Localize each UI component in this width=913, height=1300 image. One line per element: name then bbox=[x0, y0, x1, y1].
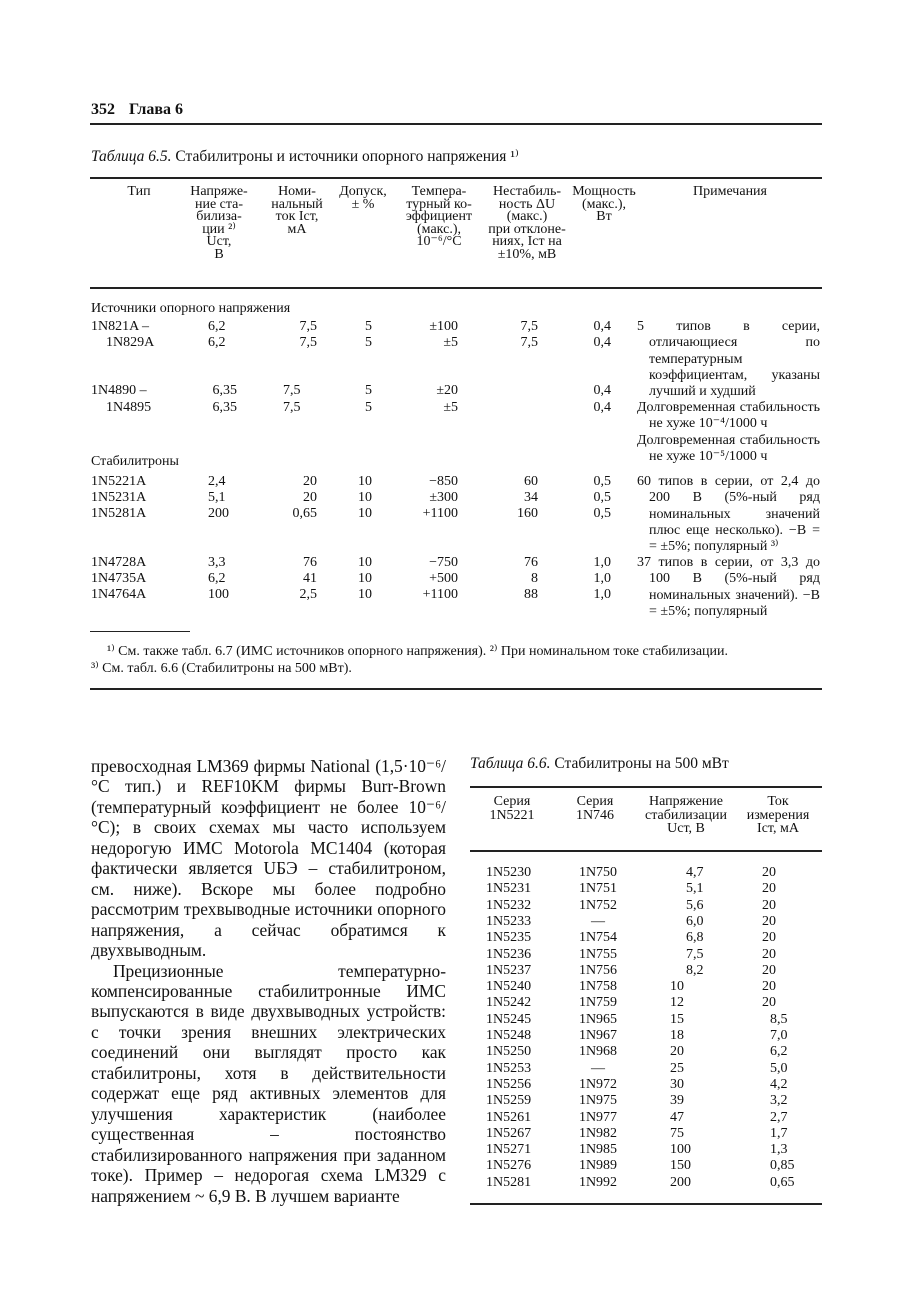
cell-series-1n5221: 1N5256 bbox=[486, 1076, 532, 1092]
cell-instability: 60 bbox=[524, 474, 538, 489]
cell-tolerance: 10 bbox=[358, 490, 372, 505]
cell-type: 1N5231A bbox=[91, 490, 147, 505]
cell-temp-coeff: +1100 bbox=[422, 587, 458, 602]
cell-voltage: 200 bbox=[208, 506, 229, 521]
cell-series-1n5221: 1N5276 bbox=[486, 1158, 532, 1174]
cell-tolerance: 5 bbox=[365, 335, 372, 350]
cell-current: 20 bbox=[762, 979, 776, 995]
paragraph: Прецизионные температурно-компенсированные стабилитронные ИМС выпускаются в виде двухвыводных устройств: с точки зрения внешних электрических соединений они выглядят просто как стабилитроны, хотя в действительности содержат еще ряд активных элементов для улучшения характеристик (наиболее существенная – постоянство стабилизированного напряжения при заданном токе). Пример – недорогая схема LM329 с напряжением ~ 6,9 В. В лучшем варианте bbox=[91, 960, 446, 1206]
cell-series-1n5221: 1N5253 bbox=[486, 1060, 532, 1076]
cell-voltage: 5,1 bbox=[208, 490, 226, 505]
cell-series-1n5221: 1N5248 bbox=[486, 1028, 532, 1043]
cell-power: 0,4 bbox=[593, 319, 611, 334]
table-top-rule bbox=[90, 177, 822, 179]
cell-type: 1N5281A bbox=[91, 506, 147, 521]
cell-voltage: 200 bbox=[670, 1174, 691, 1190]
table-6-6-header-rule bbox=[470, 850, 822, 852]
column-header: Номи- нальный ток Iст, мА bbox=[271, 184, 323, 237]
footnote-rule bbox=[90, 631, 190, 632]
cell-temp-coeff: +500 bbox=[429, 571, 458, 586]
cell-voltage: 100 bbox=[208, 587, 229, 602]
cell-current: 7,5 bbox=[283, 400, 301, 415]
cell-voltage: 18 bbox=[670, 1028, 684, 1043]
footnote-1-2: ¹⁾ См. также табл. 6.7 (ИМС источников опорного напряжения). ²⁾ При номинальном токе стабилизации. bbox=[107, 644, 729, 659]
cell-current: 20 bbox=[762, 865, 776, 880]
cell-power: 1,0 bbox=[593, 571, 611, 586]
cell-voltage: 3,3 bbox=[208, 555, 226, 570]
table-row bbox=[0, 400, 620, 416]
cell-tolerance: 10 bbox=[358, 587, 372, 602]
cell-series-1n5221: 1N5250 bbox=[486, 1044, 532, 1060]
note-cell bbox=[637, 400, 820, 433]
cell-power: 1,0 bbox=[593, 555, 611, 570]
cell-series-1n5221: 1N5261 bbox=[486, 1109, 532, 1125]
cell-temp-coeff: ±20 bbox=[436, 383, 458, 398]
column-header: Допуск, ± % bbox=[339, 184, 387, 212]
cell-series-1n746: 1N992 bbox=[578, 1174, 618, 1190]
column-header: Серия 1N5221 bbox=[489, 794, 535, 823]
note-text: Долговременная стабильность не хуже 10⁻⁴/1000 ч bbox=[637, 400, 820, 432]
cell-voltage: 100 bbox=[670, 1142, 691, 1158]
table-row bbox=[0, 1158, 913, 1174]
cell-voltage: 30 bbox=[670, 1076, 684, 1092]
table-row bbox=[0, 1093, 913, 1109]
column-header: Примечания bbox=[692, 184, 767, 199]
column-header: Нестабиль- ность ΔU (макс.) при отклоне- ниях, Iст на ±10%, мВ bbox=[488, 184, 566, 262]
cell-series-1n746: 1N758 bbox=[578, 979, 618, 995]
cell-series-1n746: 1N752 bbox=[578, 897, 618, 913]
cell-series-1n746: 1N975 bbox=[578, 1093, 618, 1109]
paragraph: превосходная LM369 фирмы National (1,5·10⁻⁶/°С тип.) и REF10KM фирмы Burr-Brown (температурный коэффициент не более 10⁻⁶/°С); в своих схемах мы часто используем недорогую ИМС Motorola MC1404 (которая фактически является UБЭ – стабилитроном, см. ниже). Вскоре мы более подробно рассмотрим трехвыводные источники опорного напряжения, а сейчас обратимся к двухвыводным. bbox=[91, 756, 446, 961]
cell-series-1n746: 1N756 bbox=[578, 962, 618, 978]
cell-series-1n5221: 1N5281 bbox=[486, 1174, 532, 1190]
cell-current: 8,5 bbox=[770, 1011, 788, 1027]
cell-voltage: 6,0 bbox=[686, 913, 704, 929]
cell-current: 20 bbox=[303, 490, 317, 505]
cell-current: 0,65 bbox=[292, 506, 317, 521]
cell-series-1n746: 1N977 bbox=[578, 1109, 618, 1125]
cell-series-1n5221: 1N5267 bbox=[486, 1125, 532, 1141]
cell-current: 20 bbox=[762, 995, 776, 1011]
cell-series-1n746: 1N967 bbox=[578, 1028, 618, 1043]
cell-current: 5,0 bbox=[770, 1060, 788, 1076]
cell-current: 20 bbox=[762, 913, 776, 929]
cell-type: 1N4735A bbox=[91, 571, 147, 586]
column-header: Серия 1N746 bbox=[575, 794, 615, 823]
cell-current: 0,85 bbox=[770, 1158, 795, 1174]
page-number: 352 bbox=[91, 101, 115, 118]
cell-tolerance: 10 bbox=[358, 555, 372, 570]
caption-label: Таблица 6.6. bbox=[470, 755, 551, 772]
cell-series-1n746: 1N972 bbox=[578, 1076, 618, 1092]
cell-current: 6,2 bbox=[770, 1044, 788, 1060]
cell-current: 20 bbox=[762, 930, 776, 946]
running-head bbox=[91, 101, 197, 119]
cell-current: 20 bbox=[762, 897, 776, 913]
table-row bbox=[0, 1077, 913, 1093]
section-heading: Источники опорного напряжения bbox=[91, 301, 291, 316]
cell-tolerance: 10 bbox=[358, 506, 372, 521]
table-row bbox=[0, 474, 620, 490]
cell-current: 7,5 bbox=[299, 319, 317, 334]
table-bottom-rule bbox=[90, 688, 822, 690]
cell-series-1n5221: 1N5240 bbox=[486, 979, 532, 995]
cell-voltage: 10 bbox=[670, 979, 684, 995]
cell-series-1n5221: 1N5235 bbox=[486, 930, 532, 946]
cell-temp-coeff: ±5 bbox=[443, 335, 458, 350]
cell-type: 1N821A – bbox=[91, 319, 149, 334]
cell-series-1n5221: 1N5245 bbox=[486, 1011, 532, 1027]
cell-power: 0,4 bbox=[593, 335, 611, 350]
cell-series-1n5221: 1N5232 bbox=[486, 897, 532, 913]
table-row bbox=[0, 1142, 913, 1158]
table-row bbox=[0, 555, 620, 571]
cell-temp-coeff: −850 bbox=[429, 474, 458, 489]
cell-series-1n5221: 1N5231 bbox=[486, 881, 532, 897]
caption-text: Стабилитроны и источники опорного напряжения ¹⁾ bbox=[175, 148, 519, 165]
cell-power: 0,5 bbox=[593, 474, 611, 489]
cell-series-1n5221: 1N5233 bbox=[486, 913, 532, 929]
cell-tolerance: 10 bbox=[358, 474, 372, 489]
cell-voltage: 6,8 bbox=[686, 930, 704, 946]
cell-series-1n746: 1N982 bbox=[578, 1125, 618, 1141]
cell-current: 2,7 bbox=[770, 1109, 788, 1125]
cell-power: 1,0 bbox=[593, 587, 611, 602]
table-header-rule bbox=[90, 287, 822, 289]
cell-type: 1N4728A bbox=[91, 555, 147, 570]
cell-voltage: 2,4 bbox=[208, 474, 226, 489]
cell-series-1n5221: 1N5242 bbox=[486, 995, 532, 1011]
cell-tolerance: 10 bbox=[358, 571, 372, 586]
table-row bbox=[0, 1044, 913, 1060]
table-row bbox=[0, 947, 913, 963]
cell-power: 0,4 bbox=[593, 400, 611, 415]
cell-current: 4,2 bbox=[770, 1076, 788, 1092]
cell-voltage: 75 bbox=[670, 1125, 684, 1141]
column-header: Мощность (макс.), Вт bbox=[572, 184, 636, 225]
column-header: Тип bbox=[127, 184, 151, 199]
cell-instability: 76 bbox=[524, 555, 538, 570]
cell-current: 7,5 bbox=[283, 383, 301, 398]
cell-voltage: 12 bbox=[670, 995, 684, 1011]
note-cell bbox=[637, 555, 820, 620]
footnotes bbox=[91, 643, 822, 677]
cell-voltage: 5,1 bbox=[686, 881, 704, 897]
table-row bbox=[0, 1126, 913, 1142]
table-row bbox=[0, 587, 620, 603]
cell-current: 20 bbox=[762, 881, 776, 897]
cell-current: 2,5 bbox=[299, 587, 317, 602]
table-row bbox=[0, 383, 620, 399]
cell-series-1n746: 1N755 bbox=[578, 946, 618, 962]
cell-instability: 7,5 bbox=[520, 319, 538, 334]
table-row bbox=[0, 930, 913, 946]
footnote-3: ³⁾ См. табл. 6.6 (Стабилитроны на 500 мВт). bbox=[91, 661, 352, 676]
cell-current: 41 bbox=[303, 571, 317, 586]
cell-current: 7,5 bbox=[299, 335, 317, 350]
table-row bbox=[0, 914, 913, 930]
table-row bbox=[0, 506, 620, 522]
cell-power: 0,5 bbox=[593, 506, 611, 521]
note-cell bbox=[637, 433, 820, 466]
table-row bbox=[0, 898, 913, 914]
header-rule bbox=[90, 123, 822, 125]
cell-temp-coeff: ±100 bbox=[429, 319, 458, 334]
table-row bbox=[0, 1028, 913, 1044]
cell-series-1n746: 1N751 bbox=[578, 881, 618, 897]
section-heading: Стабилитроны bbox=[91, 454, 179, 469]
cell-series-1n746: 1N754 bbox=[578, 930, 618, 946]
cell-power: 0,4 bbox=[593, 383, 611, 398]
cell-voltage: 6,35 bbox=[212, 400, 237, 415]
table-row bbox=[0, 490, 620, 506]
cell-instability: 34 bbox=[524, 490, 538, 505]
cell-series-1n746: — bbox=[591, 1060, 605, 1076]
cell-current: 20 bbox=[303, 474, 317, 489]
cell-current: 76 bbox=[303, 555, 317, 570]
table-6-6-bottom-rule bbox=[470, 1203, 822, 1205]
table-row bbox=[0, 881, 913, 897]
cell-current: 1,7 bbox=[770, 1125, 788, 1141]
cell-tolerance: 5 bbox=[365, 400, 372, 415]
cell-temp-coeff: ±300 bbox=[429, 490, 458, 505]
cell-tolerance: 5 bbox=[365, 383, 372, 398]
cell-series-1n746: 1N759 bbox=[578, 995, 618, 1011]
cell-instability: 8 bbox=[531, 571, 538, 586]
table-row bbox=[0, 1061, 913, 1077]
cell-voltage: 20 bbox=[670, 1044, 684, 1060]
note-cell bbox=[637, 319, 820, 400]
cell-type: 1N4895 bbox=[106, 400, 152, 415]
column-header: Напряже- ние ста- билиза- ции ²⁾ Uст, В bbox=[190, 184, 248, 262]
cell-voltage: 39 bbox=[670, 1093, 684, 1109]
cell-current: 3,2 bbox=[770, 1093, 788, 1109]
cell-instability: 160 bbox=[517, 506, 538, 521]
column-header: Напряжение стабилизации Uст, В bbox=[644, 794, 728, 836]
table-row bbox=[0, 319, 620, 335]
cell-tolerance: 5 bbox=[365, 319, 372, 334]
cell-voltage: 15 bbox=[670, 1011, 684, 1027]
cell-current: 7,0 bbox=[770, 1028, 788, 1043]
cell-instability: 7,5 bbox=[520, 335, 538, 350]
cell-series-1n746: 1N965 bbox=[578, 1011, 618, 1027]
cell-series-1n746: 1N989 bbox=[578, 1158, 618, 1174]
caption-text: Стабилитроны на 500 мВт bbox=[554, 755, 729, 772]
table-row bbox=[0, 979, 913, 995]
table-row bbox=[0, 865, 913, 881]
table-row bbox=[0, 335, 620, 351]
cell-current: 0,65 bbox=[770, 1174, 795, 1190]
note-cell bbox=[637, 474, 820, 555]
cell-series-1n746: 1N985 bbox=[578, 1142, 618, 1158]
cell-voltage: 25 bbox=[670, 1060, 684, 1076]
column-header: Темпера- турный ко- эффициент (макс.), 10⁻⁶/°С bbox=[405, 184, 473, 250]
cell-current: 20 bbox=[762, 962, 776, 978]
caption-label: Таблица 6.5. bbox=[91, 148, 172, 165]
cell-voltage: 8,2 bbox=[686, 962, 704, 978]
cell-series-1n5221: 1N5259 bbox=[486, 1093, 532, 1109]
cell-type: 1N4890 – bbox=[91, 383, 147, 398]
cell-series-1n5221: 1N5230 bbox=[486, 865, 532, 880]
cell-type: 1N4764A bbox=[91, 587, 147, 602]
cell-series-1n746: 1N968 bbox=[578, 1044, 618, 1060]
cell-temp-coeff: −750 bbox=[429, 555, 458, 570]
note-text: 60 типов в серии, от 2,4 до 200 В (5%-ный ряд номинальных значений плюс еще несколько). −В = = ±5%; популярный ³⁾ bbox=[637, 474, 820, 554]
table-row bbox=[0, 571, 620, 587]
note-text: 37 типов в серии, от 3,3 до 100 В (5%-ный ряд номинальных значений). −В = ±5%; популярный bbox=[637, 555, 820, 619]
cell-power: 0,5 bbox=[593, 490, 611, 505]
table-row bbox=[0, 963, 913, 979]
chapter-title: Глава 6 bbox=[129, 101, 183, 118]
cell-series-1n5221: 1N5236 bbox=[486, 946, 532, 962]
cell-voltage: 6,2 bbox=[208, 335, 226, 350]
cell-voltage: 5,6 bbox=[686, 897, 704, 913]
cell-type: 1N5221A bbox=[91, 474, 147, 489]
cell-instability: 88 bbox=[524, 587, 538, 602]
table-6-6-top-rule bbox=[470, 786, 822, 788]
cell-voltage: 6,35 bbox=[212, 383, 237, 398]
table-6-6-caption bbox=[470, 755, 729, 773]
cell-current: 1,3 bbox=[770, 1142, 788, 1158]
cell-voltage: 6,2 bbox=[208, 571, 226, 586]
cell-type: 1N829A bbox=[106, 335, 155, 350]
cell-temp-coeff: ±5 bbox=[443, 400, 458, 415]
cell-voltage: 4,7 bbox=[686, 865, 704, 880]
table-row bbox=[0, 995, 913, 1011]
table-row bbox=[0, 1012, 913, 1028]
cell-voltage: 7,5 bbox=[686, 946, 704, 962]
note-text: Долговременная стабильность не хуже 10⁻⁵/1000 ч bbox=[637, 433, 820, 465]
cell-series-1n5221: 1N5237 bbox=[486, 962, 532, 978]
column-header: Ток измерения Iст, мА bbox=[746, 794, 810, 836]
cell-voltage: 47 bbox=[670, 1109, 684, 1125]
cell-series-1n746: 1N750 bbox=[578, 865, 618, 880]
cell-temp-coeff: +1100 bbox=[422, 506, 458, 521]
cell-series-1n746: — bbox=[591, 913, 605, 929]
cell-voltage: 6,2 bbox=[208, 319, 226, 334]
cell-voltage: 150 bbox=[670, 1158, 691, 1174]
cell-current: 20 bbox=[762, 946, 776, 962]
table-6-5-caption bbox=[91, 147, 519, 166]
cell-series-1n5221: 1N5271 bbox=[486, 1142, 532, 1158]
note-text: 5 типов в серии, отличающиеся по температурным коэффициентам, указаны лучший и худший bbox=[637, 319, 820, 399]
table-row bbox=[0, 1175, 913, 1191]
table-row bbox=[0, 1110, 913, 1126]
